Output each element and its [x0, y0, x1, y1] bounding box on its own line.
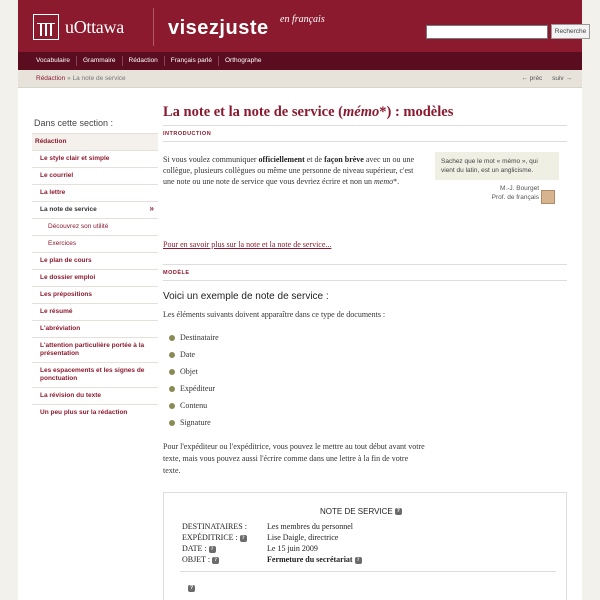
- breadcrumb-current: La note de service: [72, 75, 126, 82]
- example-subtitle: Les éléments suivants doivent apparaître dans ce type de documents :: [163, 310, 386, 319]
- help-icon[interactable]: ?: [240, 535, 247, 542]
- tip-box: [435, 152, 559, 202]
- memo-row: DESTINATAIRES : Les membres du personnel: [182, 522, 353, 531]
- example-title: Voici un exemple de note de service :: [163, 291, 329, 302]
- help-icon[interactable]: ?: [355, 557, 362, 564]
- bullet-icon: [169, 352, 175, 358]
- intro-section: [163, 142, 567, 250]
- sidebar: [32, 118, 158, 421]
- sidebar-heading: Dans cette section :: [34, 118, 114, 128]
- breadcrumb-separator: »: [65, 75, 73, 82]
- uottawa-logo[interactable]: [33, 12, 124, 42]
- bullet-icon: [169, 386, 175, 392]
- prev-link[interactable]: ← préc: [521, 75, 543, 82]
- active-chevron-icon: »: [149, 204, 154, 213]
- memo-row: EXPÉDITRICE : ? Lise Daigle, directrice: [182, 533, 339, 542]
- memo-row: DATE : ? Le 15 juin 2009: [182, 544, 318, 553]
- sidebar-item-revision[interactable]: La révision du texte: [32, 387, 158, 404]
- help-icon[interactable]: ?: [212, 557, 219, 564]
- help-icon[interactable]: ?: [189, 585, 194, 591]
- logo-name: uOttawa: [65, 16, 124, 37]
- nav-grammaire[interactable]: Grammaire: [77, 56, 123, 66]
- intro-text: Si vous voulez communiquer officiellement et de façon brève avec un ou une collègue, plusieurs collègues ou même une personne de niveau supérieur, c'est une note ou une note de service que vous devriez écrire et non un memo*.: [163, 155, 415, 186]
- memo-title: NOTE DE SERVICE ?: [320, 507, 400, 516]
- sidebar-item-resume[interactable]: Le résumé: [32, 303, 158, 320]
- content-area: [18, 88, 582, 600]
- help-icon[interactable]: ?: [396, 508, 400, 515]
- list-item: Objet: [163, 363, 567, 380]
- sidebar-item-utilite[interactable]: Découvrez son utilité: [32, 218, 158, 235]
- bullet-icon: [169, 369, 175, 375]
- nav-redaction[interactable]: Rédaction: [123, 56, 165, 66]
- bullet-icon: [169, 420, 175, 426]
- site-header: [18, 0, 587, 52]
- next-link[interactable]: suiv →: [552, 75, 572, 82]
- element-list: [163, 329, 567, 431]
- sidebar-item-note-de-service[interactable]: [32, 201, 158, 218]
- tip-text: Sachez que le mot « mémo », qui vient du latin, est un anglicisme.: [435, 152, 559, 180]
- sidebar-item-dossier-emploi[interactable]: Le dossier emploi: [32, 269, 158, 286]
- closing-text: Pour l'expéditeur ou l'expéditrice, vous pouvez le mettre au tout début avant votre texte, mais vous pouvez aussi l'écrire comme dans une lettre à la fin de votre texte.: [163, 442, 425, 475]
- tip-author: M.-J. Bourget Prof. de français: [491, 185, 539, 201]
- help-icon[interactable]: ?: [209, 546, 216, 553]
- search-button[interactable]: Recherche: [551, 24, 590, 39]
- author-avatar: [541, 190, 555, 204]
- breadcrumb-bar: [18, 70, 582, 88]
- list-item: Signature: [163, 414, 567, 431]
- main-nav: [18, 52, 582, 70]
- list-item: Date: [163, 346, 567, 363]
- site-brand[interactable]: visezjuste: [168, 17, 269, 39]
- sidebar-item-label: La note de service: [40, 206, 97, 213]
- sidebar-item-plan-de-cours[interactable]: Le plan de cours: [32, 252, 158, 269]
- nav-orthographe[interactable]: Orthographe: [224, 57, 262, 64]
- sidebar-item-abreviation[interactable]: L'abréviation: [32, 320, 158, 337]
- intro-label: INTRODUCTION: [163, 126, 567, 142]
- search-input[interactable]: [426, 25, 548, 39]
- memo-example: [163, 492, 567, 600]
- memo-divider: [180, 571, 556, 572]
- nav-francais-parle[interactable]: Français parlé: [165, 56, 219, 66]
- header-divider: [153, 8, 154, 46]
- list-item: Expéditeur: [163, 380, 567, 397]
- sidebar-item-presentation[interactable]: L'attention particulière portée à la présentation: [32, 337, 158, 362]
- learn-more-link[interactable]: Pour en savoir plus sur la note et la note de service...: [163, 240, 332, 249]
- pager: [513, 75, 572, 82]
- list-item: Destinataire: [163, 329, 567, 346]
- sidebar-item-redaction[interactable]: Rédaction: [32, 133, 158, 150]
- bullet-icon: [169, 335, 175, 341]
- crest-icon: [33, 14, 59, 40]
- sidebar-item-courriel[interactable]: Le courriel: [32, 167, 158, 184]
- sidebar-item-espacements[interactable]: Les espacements et les signes de ponctuation: [32, 362, 158, 387]
- bullet-icon: [169, 403, 175, 409]
- breadcrumb: [36, 75, 126, 82]
- memo-fields: [182, 521, 362, 565]
- site-brand-sub: en français: [280, 14, 325, 25]
- nav-vocabulaire[interactable]: Vocabulaire: [30, 56, 77, 66]
- sidebar-item-prepositions[interactable]: Les prépositions: [32, 286, 158, 303]
- main-content: [163, 104, 567, 591]
- memo-row: OBJET : ? Fermeture du secrétariat ?: [182, 554, 362, 565]
- sidebar-item-plus-redaction[interactable]: Un peu plus sur la rédaction: [32, 404, 158, 421]
- sidebar-item-lettre[interactable]: La lettre: [32, 184, 158, 201]
- sidebar-item-style[interactable]: Le style clair et simple: [32, 150, 158, 167]
- breadcrumb-parent[interactable]: Rédaction: [36, 75, 66, 82]
- page-title: La note et la note de service (mémo*) : modèles: [163, 104, 567, 126]
- model-label: MODÈLE: [163, 264, 567, 281]
- list-item: Contenu: [163, 397, 567, 414]
- sidebar-item-exercices[interactable]: Exercices: [32, 235, 158, 252]
